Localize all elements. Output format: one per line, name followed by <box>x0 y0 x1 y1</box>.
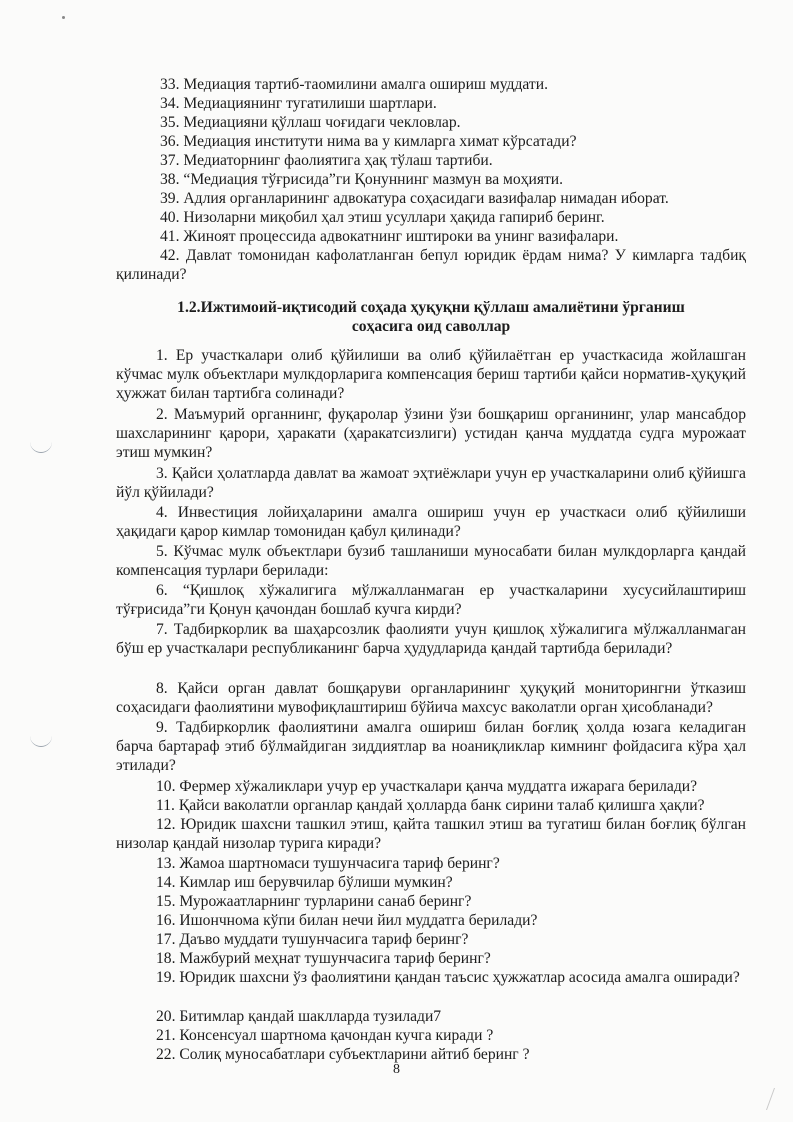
section-heading: 1.2.Ижтимоий-иқтисодий соҳада ҳуқуқни қўллаш амалиётини ўрганиш соҳасига оид саволлар <box>177 299 685 335</box>
list-item: 37. Медиаторнинг фаолиятига ҳақ тўлаш тартиби. <box>160 152 493 169</box>
binder-hole-mark <box>30 734 52 747</box>
question-item: 5. Кўчмас мулк объектлари бузиб ташланиши муносабати билан мулкдорларга қандай компенсация турлари берилади: <box>116 543 746 579</box>
list-item: 34. Медиациянинг тугатилиши шартлари. <box>160 95 437 112</box>
question-item: 1. Ер участкалари олиб қўйилиши ва олиб қўйилаётган ер участкасида жойлашган кўчмас мулк объектлари мулкдорларига компенсация бериш тартиби қайси норматив-ҳуқуқий ҳужжат билан тартибга солинади? <box>116 347 746 402</box>
scan-speck <box>62 16 65 19</box>
list-item: 33. Медиация тартиб-таомилини амалга ошириш муддати. <box>160 76 548 93</box>
question-item: 22. Солиқ муносабатлари субъектларини айтиб беринг ? <box>156 1046 530 1063</box>
question-item: 14. Кимлар иш берувчилар бўлиши мумкин? <box>156 874 453 891</box>
list-item: 42. Давлат томонидан кафолатланган бепул юридик ёрдам нима? У кимларга тадбиқ қилинади? <box>116 247 746 283</box>
question-item: 2. Маъмурий органнинг, фуқаролар ўзини ўзи бошқариш органининг, улар мансабдор шахсларининг қарори, ҳаракати (ҳаракатсизлиги) устидан қанча муддатда судга мурожаат этиш мумкин? <box>116 406 746 461</box>
list-item: 40. Низоларни миқобил ҳал этиш усуллари ҳақида гапириб беринг. <box>160 209 605 226</box>
question-item: 12. Юридик шахсни ташкил этиш, қайта ташкил этиш ва тугатиш билан боғлиқ бўлган низолар қандай низолар турига киради? <box>116 816 746 852</box>
question-item: 9. Тадбиркорлик фаолиятини амалга ошириш билан боғлиқ ҳолда юзага келадиган барча бартараф этиб бўлмайдиган зиддиятлар ва ноаниқликлар кимнинг фойдасига кўра ҳал этилади? <box>116 719 746 774</box>
question-item: 4. Инвестиция лойиҳаларини амалга ошириш учун ер участкаси олиб қўйилиши ҳақидаги қарор кимлар томонидан қабул қилинади? <box>116 504 746 540</box>
question-item: 20. Битимлар қандай шаклларда тузилади7 <box>156 1008 442 1025</box>
pen-mark <box>766 1088 785 1110</box>
question-item: 6. “Қишлоқ хўжалигига мўлжалланмаган ер участкаларини хусусийлаштириш тўғрисида”ги Қонун қачондан бошлаб кучга кирди? <box>116 582 746 618</box>
question-item: 18. Мажбурий меҳнат тушунчасига тариф беринг? <box>156 950 491 967</box>
question-item: 15. Мурожаатларнинг турларини санаб беринг? <box>156 893 472 910</box>
page-number: 8 <box>393 1062 400 1077</box>
question-item: 10. Фермер хўжаликлари учур ер участкалари қанча муддатга ижарага берилади? <box>156 778 698 795</box>
question-item: 17. Даъво муддати тушунчасига тариф беринг? <box>156 931 469 948</box>
list-item: 36. Медиация институти нима ва у кимларга химат кўрсатади? <box>160 133 577 150</box>
list-item: 39. Адлия органларининг адвокатура соҳасидаги вазифалар нимадан иборат. <box>160 190 669 207</box>
question-item: 21. Консенсуал шартнома қачондан кучга киради ? <box>156 1027 494 1044</box>
question-item: 19. Юридик шахсни ўз фаолиятини қандан таъсис ҳужжатлар асосида амалга оширади? <box>156 969 740 986</box>
list-item: 38. “Медиация тўғрисида”ги Қонуннинг мазмун ва моҳияти. <box>160 171 564 188</box>
binder-hole-mark <box>30 440 52 453</box>
question-item: 7. Тадбиркорлик ва шаҳарсозлик фаолияти учун қишлоқ хўжалигига мўлжалланмаган бўш ер участкалари республиканинг барча ҳудудларида қандай тартибда берилади? <box>116 621 746 657</box>
question-item: 16. Ишончнома кўпи билан нечи йил муддатга берилади? <box>156 912 538 929</box>
list-item: 41. Жиноят процессида адвокатнинг иштироки ва унинг вазифалари. <box>160 228 619 245</box>
question-item: 3. Қайси ҳолатларда давлат ва жамоат эҳтиёжлари учун ер участкаларини олиб қўйишга йўл қўйилади? <box>116 465 746 501</box>
question-item: 8. Қайси орган давлат бошқаруви органларининг ҳуқуқий мониторингни ўтказиш соҳасидаги фаолиятини мувофиқлаштириш бўйича махсус ваколатли орган ҳисобланади? <box>116 680 747 716</box>
list-item: 35. Медиацияни қўллаш чоғидаги чекловлар. <box>160 114 461 131</box>
question-item: 11. Қайси ваколатли органлар қандай ҳолларда банк сирини талаб қилишга ҳақли? <box>156 797 705 814</box>
question-item: 13. Жамоа шартномаси тушунчасига тариф беринг? <box>156 855 500 872</box>
